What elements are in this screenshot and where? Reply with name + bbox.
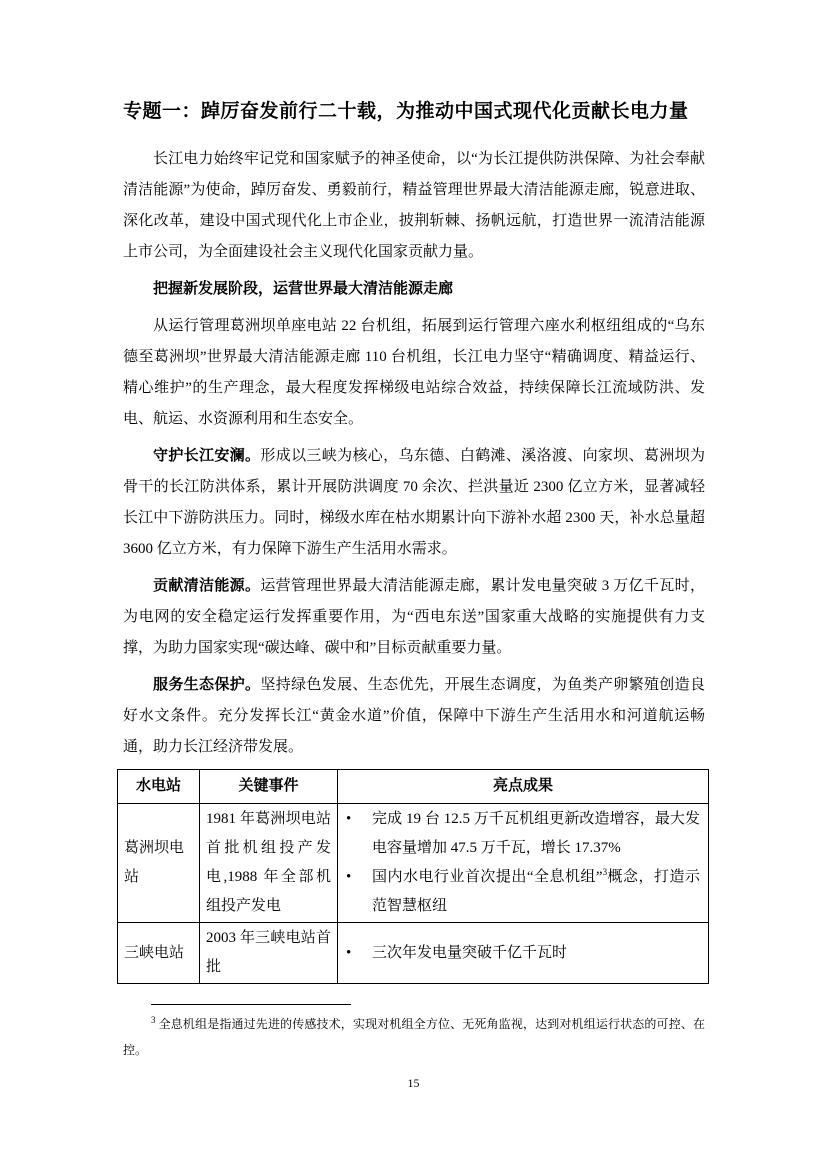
footnote xyxy=(123,1004,705,1063)
cell-highlights-gezhouba xyxy=(338,804,709,923)
paragraph-corridor: 从运行管理葛洲坝单座电站 22 台机组，拓展到运行管理六座水利枢纽组成的“乌东德至葛洲坝”世界最大清洁能源走廊 110 台机组，长江电力坚守“精确调度、精益运行、精心维护”的生产理念，最大程度发挥梯级电站综合效益，持续保障长江流域防洪、发电、航运、水资源利用和生态安全。 xyxy=(123,318,705,427)
document-content xyxy=(123,97,705,984)
highlight-text-pre: 完成 19 台 12.5 万千瓦机组更新改造增容，最大发电容量增加 47.5 万千瓦，增长 17.37% xyxy=(372,811,700,856)
paragraph-lead-energy: 贡献清洁能源。 xyxy=(153,578,261,594)
table-header-key-events: 关键事件 xyxy=(200,770,338,804)
table-row-sanxia xyxy=(118,923,709,984)
cell-highlights-sanxia xyxy=(338,923,709,984)
page-number: 15 xyxy=(407,1076,420,1090)
paragraph-flood xyxy=(123,441,705,565)
paragraph-text-energy: 运营管理世界最大清洁能源走廊，累计发电量突破 3 万亿千瓦时，为电网的安全稳定运行发挥重要作用，为“西电东送”国家重大战略的实施提供有力支撑，为助力国家实现“碳达峰、碳中和”目标贡献重要力量。 xyxy=(123,578,705,656)
highlight-item xyxy=(344,939,702,968)
highlight-text xyxy=(372,939,702,968)
paragraph-lead-flood: 守护长江安澜。 xyxy=(153,448,261,464)
highlight-text xyxy=(372,863,702,921)
table-row-gezhouba xyxy=(118,804,709,923)
paragraph-text-flood: 形成以三峡为核心，乌东德、白鹤滩、溪洛渡、向家坝、葛洲坝为骨干的长江防洪体系，累计开展防洪调度 70 余次、拦洪量近 2300 亿立方米，显著减轻长江中下游防洪压力。同时，梯级水库在枯水期累计向下游补水超 2300 天，补水总量超 3600 亿立方米，有力保障下游生产生活用水需求。 xyxy=(123,448,705,557)
hydropower-stations-table xyxy=(117,769,709,984)
highlight-text-pre: 三次年发电量突破千亿千瓦时 xyxy=(372,944,568,961)
bullet-icon: • xyxy=(346,869,352,885)
paragraph-ecology xyxy=(123,670,705,763)
highlight-item xyxy=(344,863,702,921)
paragraph-text-ecology: 坚持绿色发展、生态优先，开展生态调度，为鱼类产卵繁殖创造良好水文条件。充分发挥长江“黄金水道”价值，保障中下游生产生活用水和河道航运畅通，助力长江经济带发展。 xyxy=(123,677,705,755)
paragraph-mission: 长江电力始终牢记党和国家赋予的神圣使命，以“为长江提供防洪保障、为社会奉献清洁能源”为使命，踔厉奋发、勇毅前行，精益管理世界最大清洁能源走廊，锐意进取、深化改革，建设中国式现代化上市企业，披荆斩棘、扬帆远航，打造世界一流清洁能源上市公司，为全面建设社会主义现代化国家贡献力量。 xyxy=(123,151,705,260)
highlight-text xyxy=(372,805,702,863)
page-title: 专题一：踔厉奋发前行二十载，为推动中国式现代化贡献长电力量 xyxy=(123,101,689,122)
highlight-text-pre: 国内水电行业首次提出“全息机组” xyxy=(372,869,603,885)
table-header-station: 水电站 xyxy=(118,770,200,804)
footnote-marker: 3 xyxy=(151,1015,156,1025)
footnote-body: 全息机组是指通过先进的传感技术，实现对机组全方位、无死角监视，达到对机组运行状态的可控、在控。 xyxy=(123,1017,705,1057)
paragraph-energy xyxy=(123,571,705,664)
cell-key-events-sanxia: 2003 年三峡电站首批 xyxy=(200,923,338,984)
paragraph-lead-ecology: 服务生态保护。 xyxy=(153,677,261,693)
bullet-icon: • xyxy=(346,811,352,827)
cell-key-events-gezhouba: 1981 年葛洲坝电站首批机组投产发电,1988 年全部机组投产发电 xyxy=(200,804,338,923)
cell-station-sanxia: 三峡电站 xyxy=(118,923,200,984)
table-header-row xyxy=(118,770,709,804)
bullet-icon: • xyxy=(346,944,352,961)
table-header-highlights: 亮点成果 xyxy=(338,770,709,804)
cell-station-gezhouba: 葛洲坝电站 xyxy=(118,804,200,923)
highlight-text-post: 概念，打造示范智慧枢纽 xyxy=(372,869,700,914)
highlight-item xyxy=(344,805,702,863)
footnote-separator xyxy=(151,1004,351,1005)
footnote-ref: 3 xyxy=(602,867,608,877)
footnote-text xyxy=(123,1011,705,1063)
section-heading: 把握新发展阶段，运营世界最大清洁能源走廊 xyxy=(153,281,454,297)
